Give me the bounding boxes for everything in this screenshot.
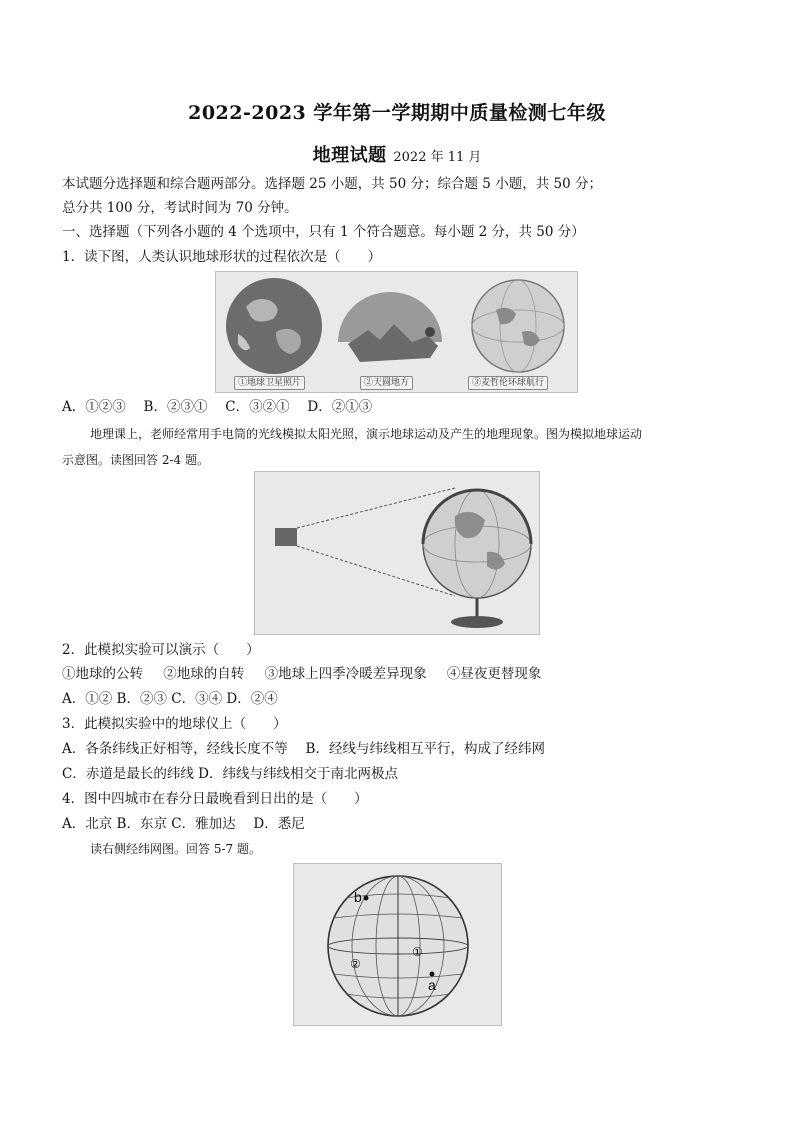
caption-magellan: ③麦哲伦环球航行 — [468, 376, 548, 390]
figure-lat-long-drawing — [294, 864, 503, 1027]
question-1-stem: 1．读下图，人类认识地球形状的过程依次是（ ） — [62, 249, 382, 265]
passage-1-line-2: 示意图。读图回答 2-4 题。 — [62, 453, 209, 467]
flashlight-icon — [275, 528, 297, 546]
figure-flashlight-globe-drawing — [255, 472, 541, 636]
choice-3: ③地球上四季冷暖差异现象 — [264, 666, 427, 682]
section-heading: 一、选择题（下列各小题的 4 个选项中，只有 1 个符合题意。每小题 2 分，共 50 分） — [62, 224, 585, 240]
choice-1: ①地球的公转 — [62, 666, 143, 682]
caption-satellite: ①地球卫星照片 — [234, 376, 305, 390]
figure-lat-long-globe — [293, 863, 502, 1026]
exam-title: 2022-2023 学年第一学期期中质量检测七年级 — [188, 102, 606, 124]
figure-flashlight-globe — [254, 471, 540, 635]
question-4-stem: 4．图中四城市在春分日最晚看到日出的是（ ） — [62, 791, 368, 807]
question-3-options-2: C．赤道是最长的纬线 D．纬线与纬线相交于南北两极点 — [62, 766, 398, 782]
passage-2: 读右侧经纬网图。回答 5-7 题。 — [90, 842, 261, 856]
sun-icon — [425, 327, 435, 337]
satellite-earth-icon — [226, 278, 322, 374]
intro-line-1: 本试题分选择题和综合题两部分。选择题 25 小题，共 50 分；综合题 5 小题，共 50 分； — [62, 176, 602, 192]
question-1-options: A．①②③ B．②③① C．③②① D．②①③ — [62, 399, 373, 415]
marker-b: b — [354, 889, 362, 905]
exam-subtitle — [0, 141, 794, 167]
choice-2: ②地球的自转 — [163, 666, 245, 682]
question-3-options-1: A．各条纬线正好相等，经线长度不等 B．经线与纬线相互平行，构成了经纬网 — [62, 741, 545, 757]
exam-date: 2022 年 11 月 — [393, 150, 482, 165]
figure-earth-shape — [215, 271, 578, 393]
choice-4: ④昼夜更替现象 — [446, 666, 542, 682]
subject-title: 地理试题 — [312, 145, 387, 166]
intro-line-2: 总分共 100 分，考试时间为 70 分钟。 — [62, 200, 298, 216]
marker-1: ① — [412, 945, 423, 959]
question-3-stem: 3．此模拟实验中的地球仪上（ ） — [62, 716, 287, 732]
question-4-options: A．北京 B．东京 C．雅加达 D．悉尼 — [62, 816, 305, 832]
passage-1-line-1: 地理课上，老师经常用手电筒的光线模拟太阳光照，演示地球运动及产生的地理现象。图为模拟地球运动 — [90, 427, 643, 441]
question-2-choices — [62, 664, 541, 684]
marker-2: ② — [350, 957, 361, 971]
question-2-options: A．①② B．②③ C．③④ D．②④ — [62, 691, 278, 707]
magellan-globe-icon — [472, 280, 564, 372]
marker-a: a — [428, 977, 436, 993]
question-2-stem: 2．此模拟实验可以演示（ ） — [62, 642, 260, 658]
caption-heaven-earth: ②天圆地方 — [360, 376, 413, 390]
